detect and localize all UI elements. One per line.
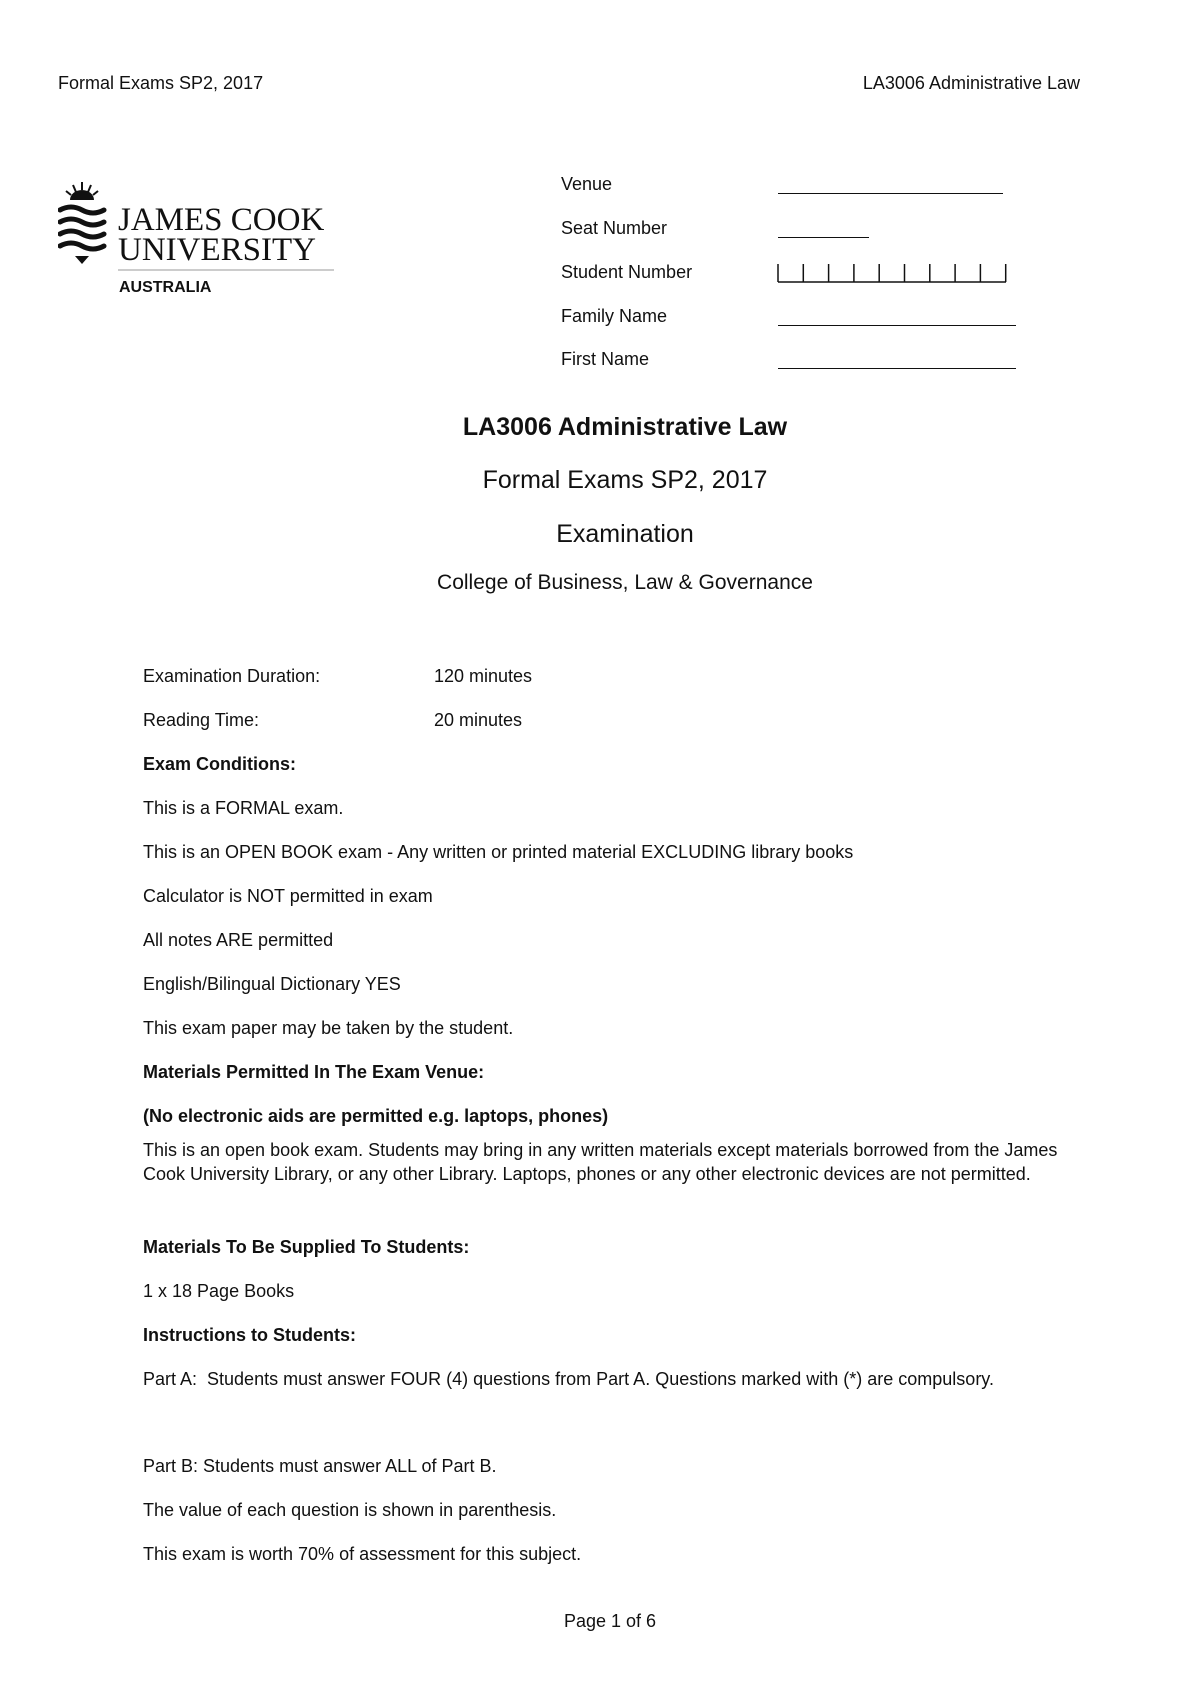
instruction-part-b: Part B: Students must answer ALL of Part B. — [143, 1456, 497, 1476]
student-number-boxes[interactable] — [777, 262, 1007, 284]
condition-item: This exam paper may be taken by the student. — [143, 1018, 514, 1038]
instruction-part-a: Part A: Students must answer FOUR (4) questions from Part A. Questions marked with (*) are compulsory. — [143, 1369, 994, 1389]
first-name-label: First Name — [561, 349, 650, 369]
duration-value: 120 minutes — [434, 666, 533, 686]
condition-item: This is a FORMAL exam. — [143, 798, 344, 818]
materials-permitted-subheading: (No electronic aids are permitted e.g. laptops, phones) — [143, 1106, 609, 1126]
first-name-field[interactable] — [778, 368, 1016, 369]
sunrise-wave-icon — [60, 182, 104, 264]
materials-supplied-item: 1 x 18 Page Books — [143, 1281, 295, 1301]
family-name-field[interactable] — [778, 325, 1016, 326]
logo-line1: JAMES COOK — [118, 202, 325, 238]
student-number-label: Student Number — [561, 262, 693, 282]
condition-item: English/Bilingual Dictionary YES — [143, 974, 401, 994]
instruction-value-note: The value of each question is shown in parenthesis. — [143, 1500, 557, 1520]
exam-session: Formal Exams SP2, 2017 — [482, 466, 768, 494]
condition-item: Calculator is NOT permitted in exam — [143, 886, 433, 906]
exam-type: Examination — [556, 520, 694, 548]
reading-time-label: Reading Time: — [143, 710, 260, 730]
university-logo — [58, 180, 358, 310]
logo-line3: AUSTRALIA — [119, 279, 212, 296]
header-left: Formal Exams SP2, 2017 — [58, 73, 264, 93]
course-title: LA3006 Administrative Law — [462, 413, 788, 441]
instruction-worth: This exam is worth 70% of assessment for this subject. — [143, 1544, 582, 1564]
seat-number-label: Seat Number — [561, 218, 668, 238]
condition-item: This is an OPEN BOOK exam - Any written or printed material EXCLUDING library books — [143, 842, 854, 862]
header-right: LA3006 Administrative Law — [862, 73, 1080, 93]
duration-label: Examination Duration: — [143, 666, 321, 686]
reading-time-value: 20 minutes — [434, 710, 523, 730]
venue-label: Venue — [561, 174, 613, 194]
page-number: Page 1 of 6 — [563, 1611, 657, 1631]
condition-item: All notes ARE permitted — [143, 930, 334, 950]
conditions-heading: Exam Conditions: — [143, 754, 297, 774]
materials-supplied-heading: Materials To Be Supplied To Students: — [143, 1237, 470, 1257]
materials-permitted-paragraph: This is an open book exam. Students may bring in any written materials except materials borrowed from the James Cook University Library, or any other Library. Laptops, phones or any other electronic devices are not permitted. — [143, 1140, 1058, 1184]
materials-permitted-heading: Materials Permitted In The Exam Venue: — [143, 1062, 485, 1082]
seat-number-field[interactable] — [778, 237, 869, 238]
venue-field[interactable] — [778, 193, 1003, 194]
logo-line2: UNIVERSITY — [118, 232, 316, 268]
instructions-heading: Instructions to Students: — [143, 1325, 356, 1345]
family-name-label: Family Name — [561, 306, 668, 326]
college-name: College of Business, Law & Governance — [437, 571, 813, 594]
